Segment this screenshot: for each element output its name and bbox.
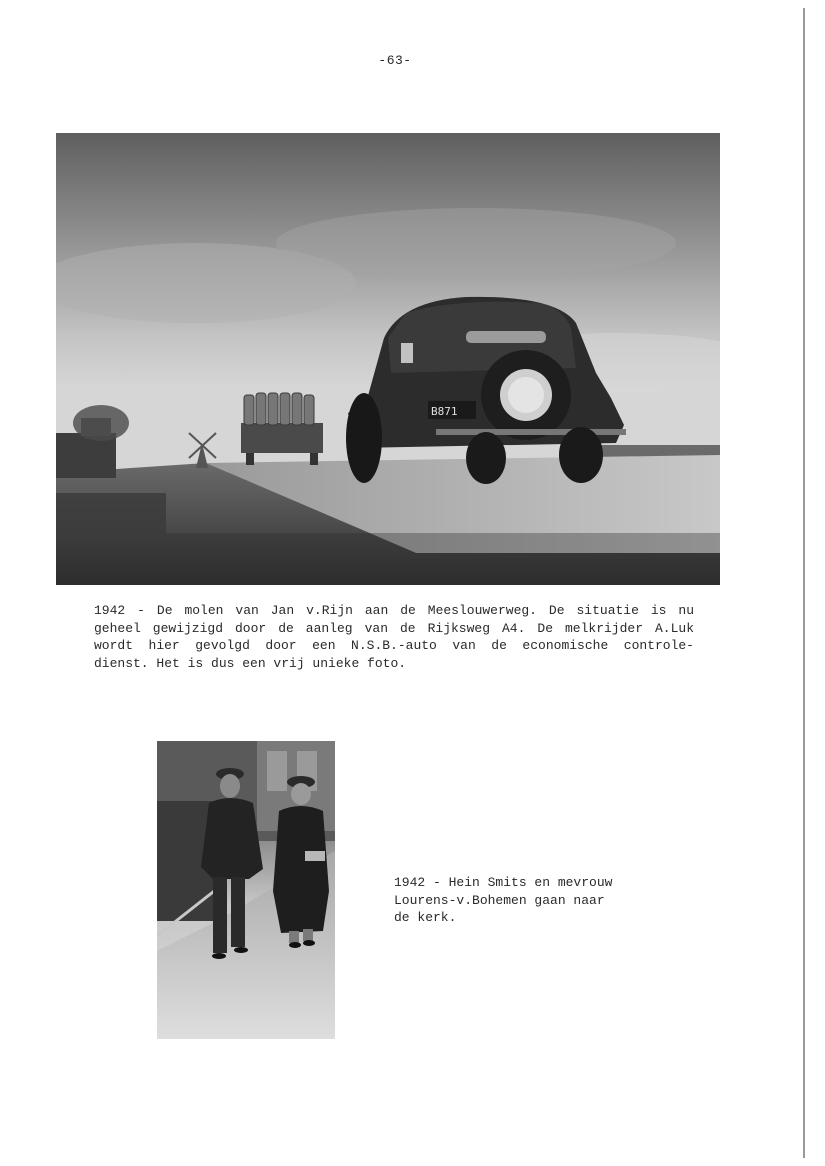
- photo-couple: [157, 741, 335, 1039]
- caption-line: 1942 - De molen van Jan v.Rijn aan de Meeslouwerweg. De situatie is nu: [94, 603, 694, 618]
- caption-line: geheel gewijzigd door de aanleg van de Rijksweg A4. De melkrijder A.Luk: [94, 620, 694, 636]
- page-number: -63-: [378, 53, 412, 68]
- caption-couple: [394, 874, 654, 927]
- caption-road-scene: [94, 602, 694, 672]
- page-edge-line: [803, 8, 805, 1158]
- caption-line: Lourens-v.Bohemen gaan naar: [394, 892, 605, 908]
- caption-line: de kerk.: [394, 910, 457, 925]
- caption-line: dienst. Het is dus een vrij unieke foto.: [94, 655, 407, 671]
- photo-road-scene: [56, 133, 720, 585]
- photo-road-scene-image: [56, 133, 720, 585]
- caption-line: wordt hier gevolgd door een N.S.B.-auto van de economische controle-: [94, 638, 694, 653]
- svg-text:B871: B871: [431, 405, 458, 418]
- photo-couple-image: [157, 741, 335, 1039]
- caption-line: 1942 - Hein Smits en mevrouw: [394, 875, 613, 890]
